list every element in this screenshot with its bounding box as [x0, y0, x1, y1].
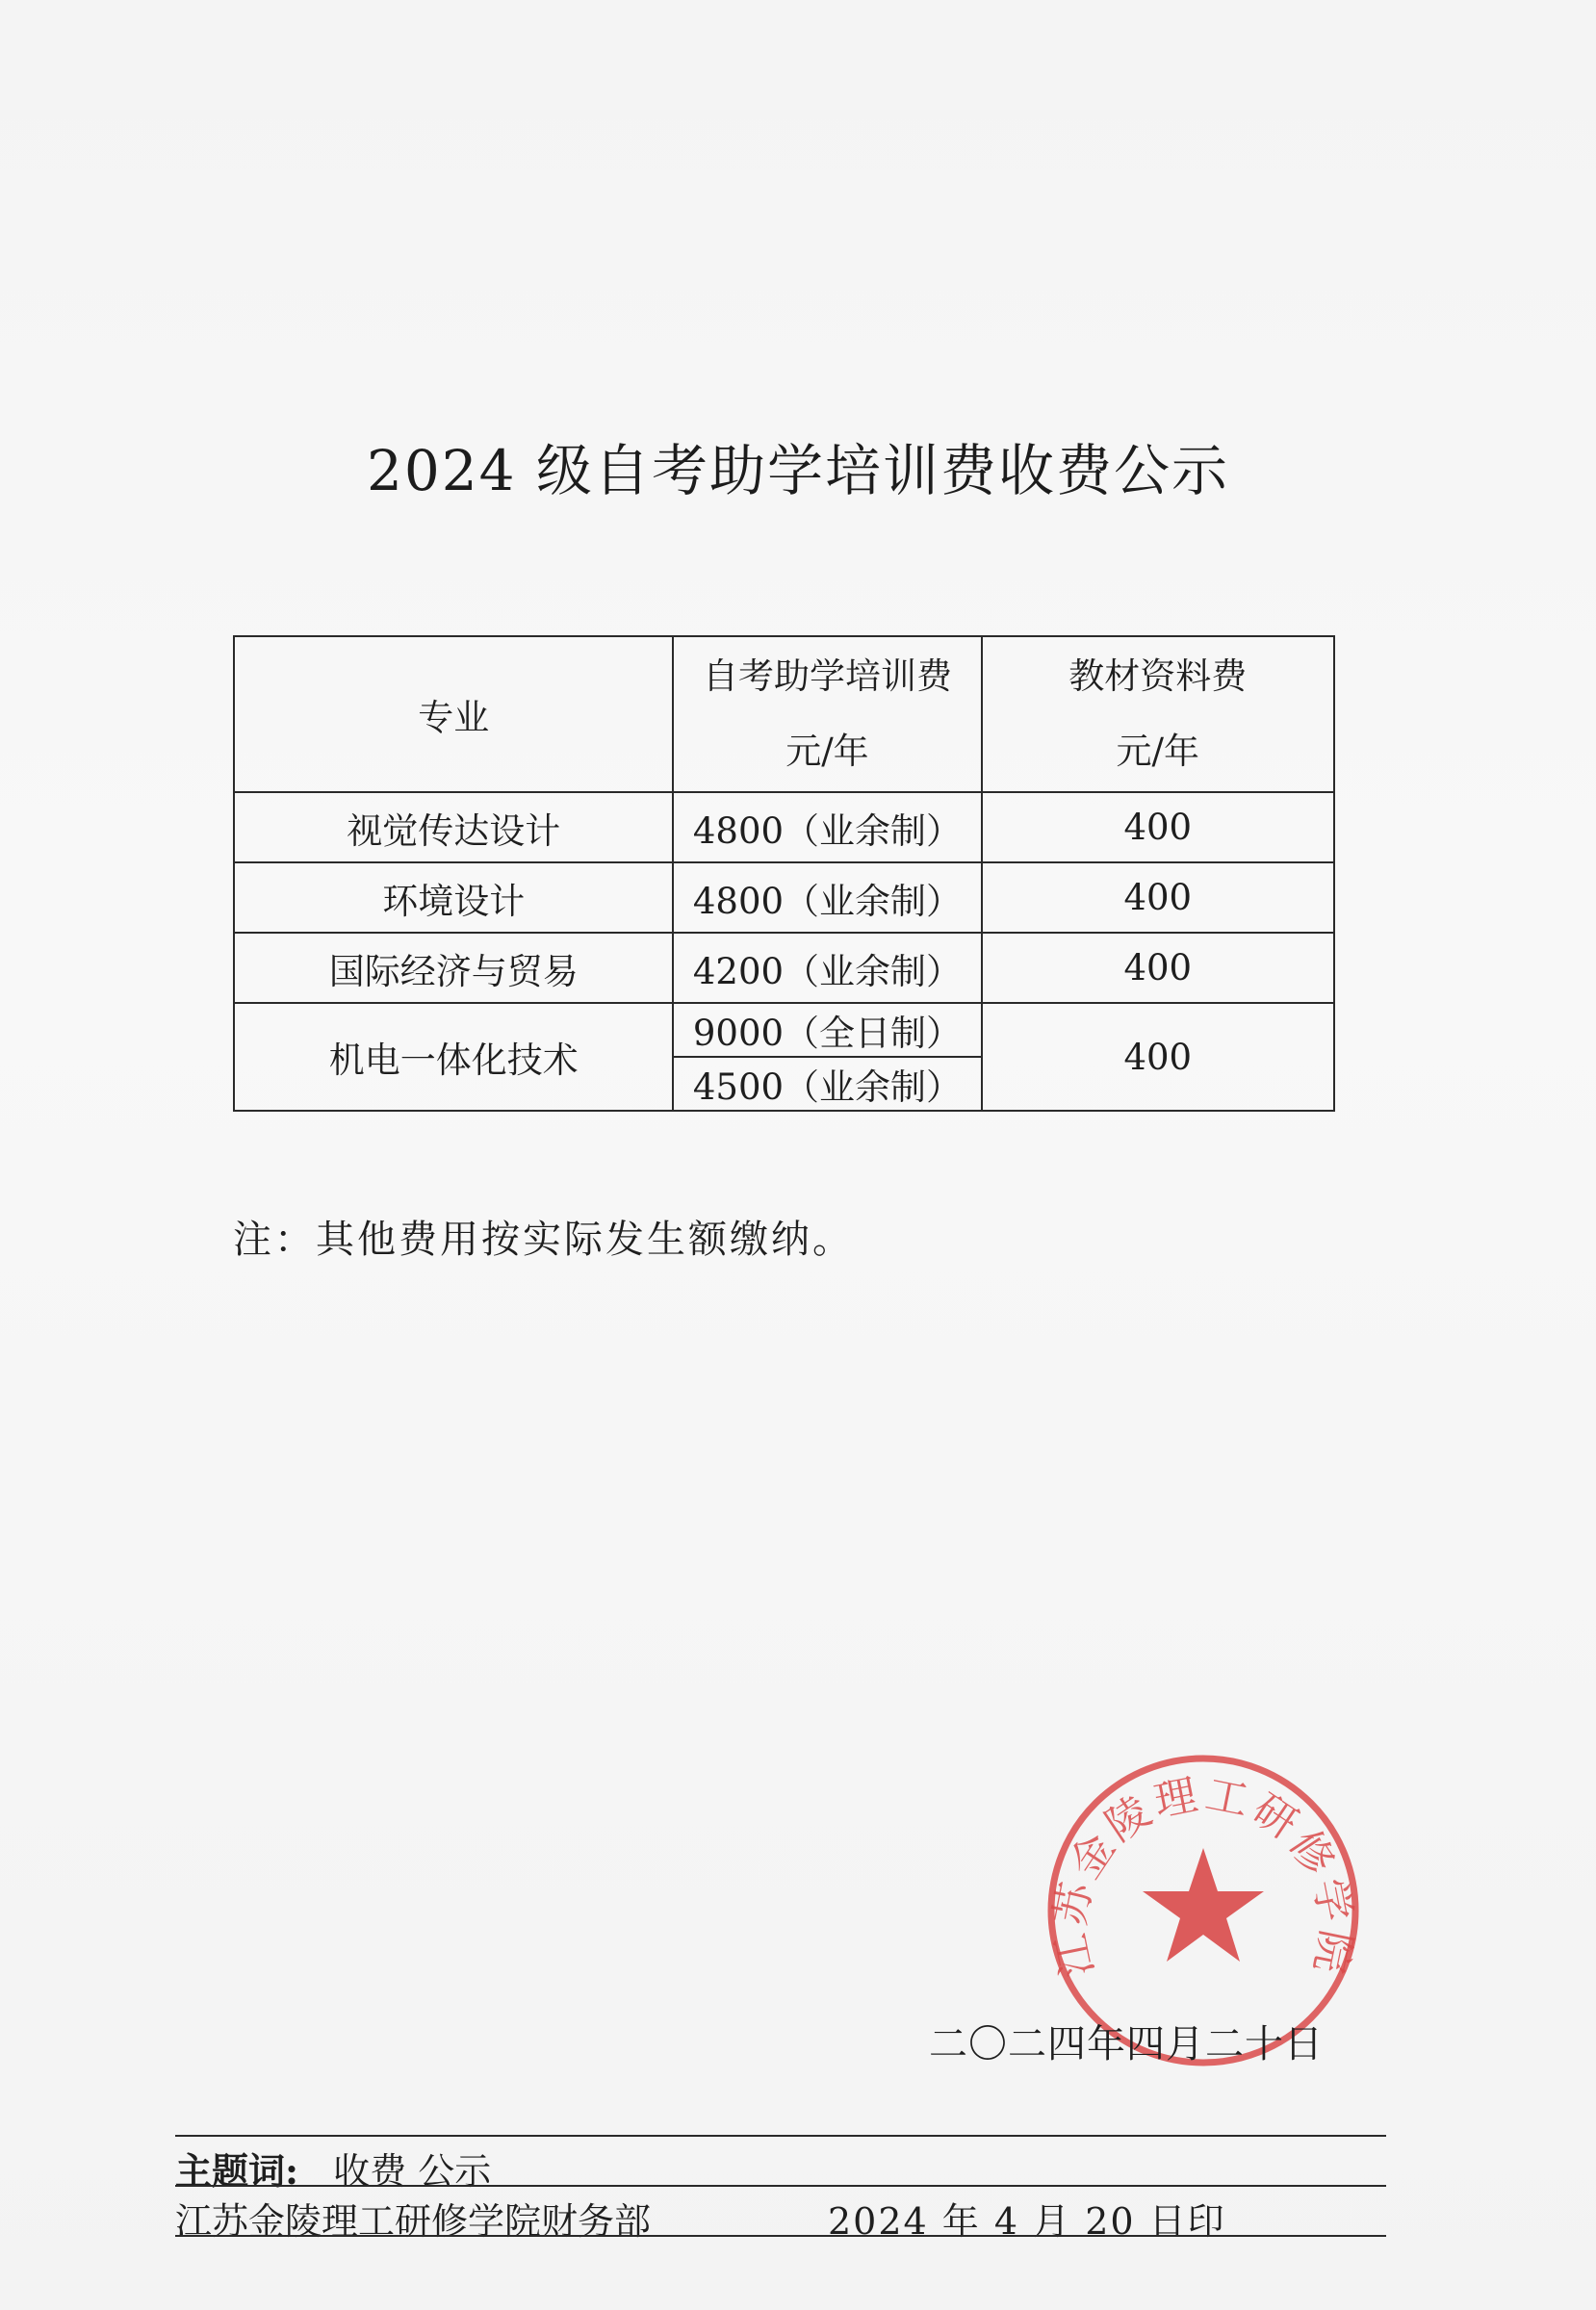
cell-training-fee: 4200（业余制） [673, 933, 981, 1003]
footer-organization: 江苏金陵理工研修学院财务部 [175, 2200, 652, 2243]
cell-training-fee: 4800（业余制） [673, 862, 981, 933]
cell-major: 视觉传达设计 [234, 792, 673, 862]
issue-date: 二〇二四年四月二十日 [929, 2022, 1324, 2066]
keywords-value: 收费 公示 [333, 2150, 492, 2193]
cell-major: 国际经济与贸易 [234, 933, 673, 1003]
cell-training-fee: 9000（全日制） [673, 1003, 981, 1057]
table-row [234, 792, 1334, 862]
table-header-row [234, 636, 1334, 792]
cell-material-fee: 400 [982, 792, 1335, 862]
cell-material-fee: 400 [982, 933, 1335, 1003]
cell-training-fee: 4800（业余制） [673, 792, 981, 862]
footer-divider-bottom [175, 2235, 1386, 2237]
seal-text: 江苏金陵理工研修学院 [1045, 1769, 1361, 1982]
header-major-label: 专业 [418, 697, 490, 738]
header-major [234, 636, 673, 792]
cell-material-fee: 400 [982, 1003, 1335, 1111]
header-training-fee-label: 自考助学培训费 [702, 655, 952, 697]
header-material-fee-label: 教材资料费 [1068, 655, 1248, 697]
document-title: 2024 级自考助学培训费收费公示 [366, 438, 1230, 503]
footer-divider-top [175, 2135, 1386, 2137]
cell-major: 机电一体化技术 [234, 1003, 673, 1111]
footer-print-date: 2024 年 4 月 20 日印 [828, 2200, 1226, 2243]
fee-table [233, 635, 1335, 1112]
keywords-label: 主题词: [175, 2149, 299, 2193]
table-row [234, 933, 1334, 1003]
note-text: 注：其他费用按实际发生额缴纳。 [233, 1218, 854, 1262]
cell-material-fee: 400 [982, 862, 1335, 933]
footer-divider-middle [175, 2185, 1386, 2187]
table-row [234, 862, 1334, 933]
header-training-fee-unit: 元/年 [785, 731, 869, 772]
seal-star-icon [1143, 1848, 1264, 1962]
header-material-fee-unit: 元/年 [1116, 731, 1199, 772]
cell-training-fee: 4500（业余制） [673, 1057, 981, 1111]
header-material-fee [982, 636, 1335, 792]
table-row [234, 1003, 1334, 1057]
header-training-fee [673, 636, 981, 792]
cell-major: 环境设计 [234, 862, 673, 933]
